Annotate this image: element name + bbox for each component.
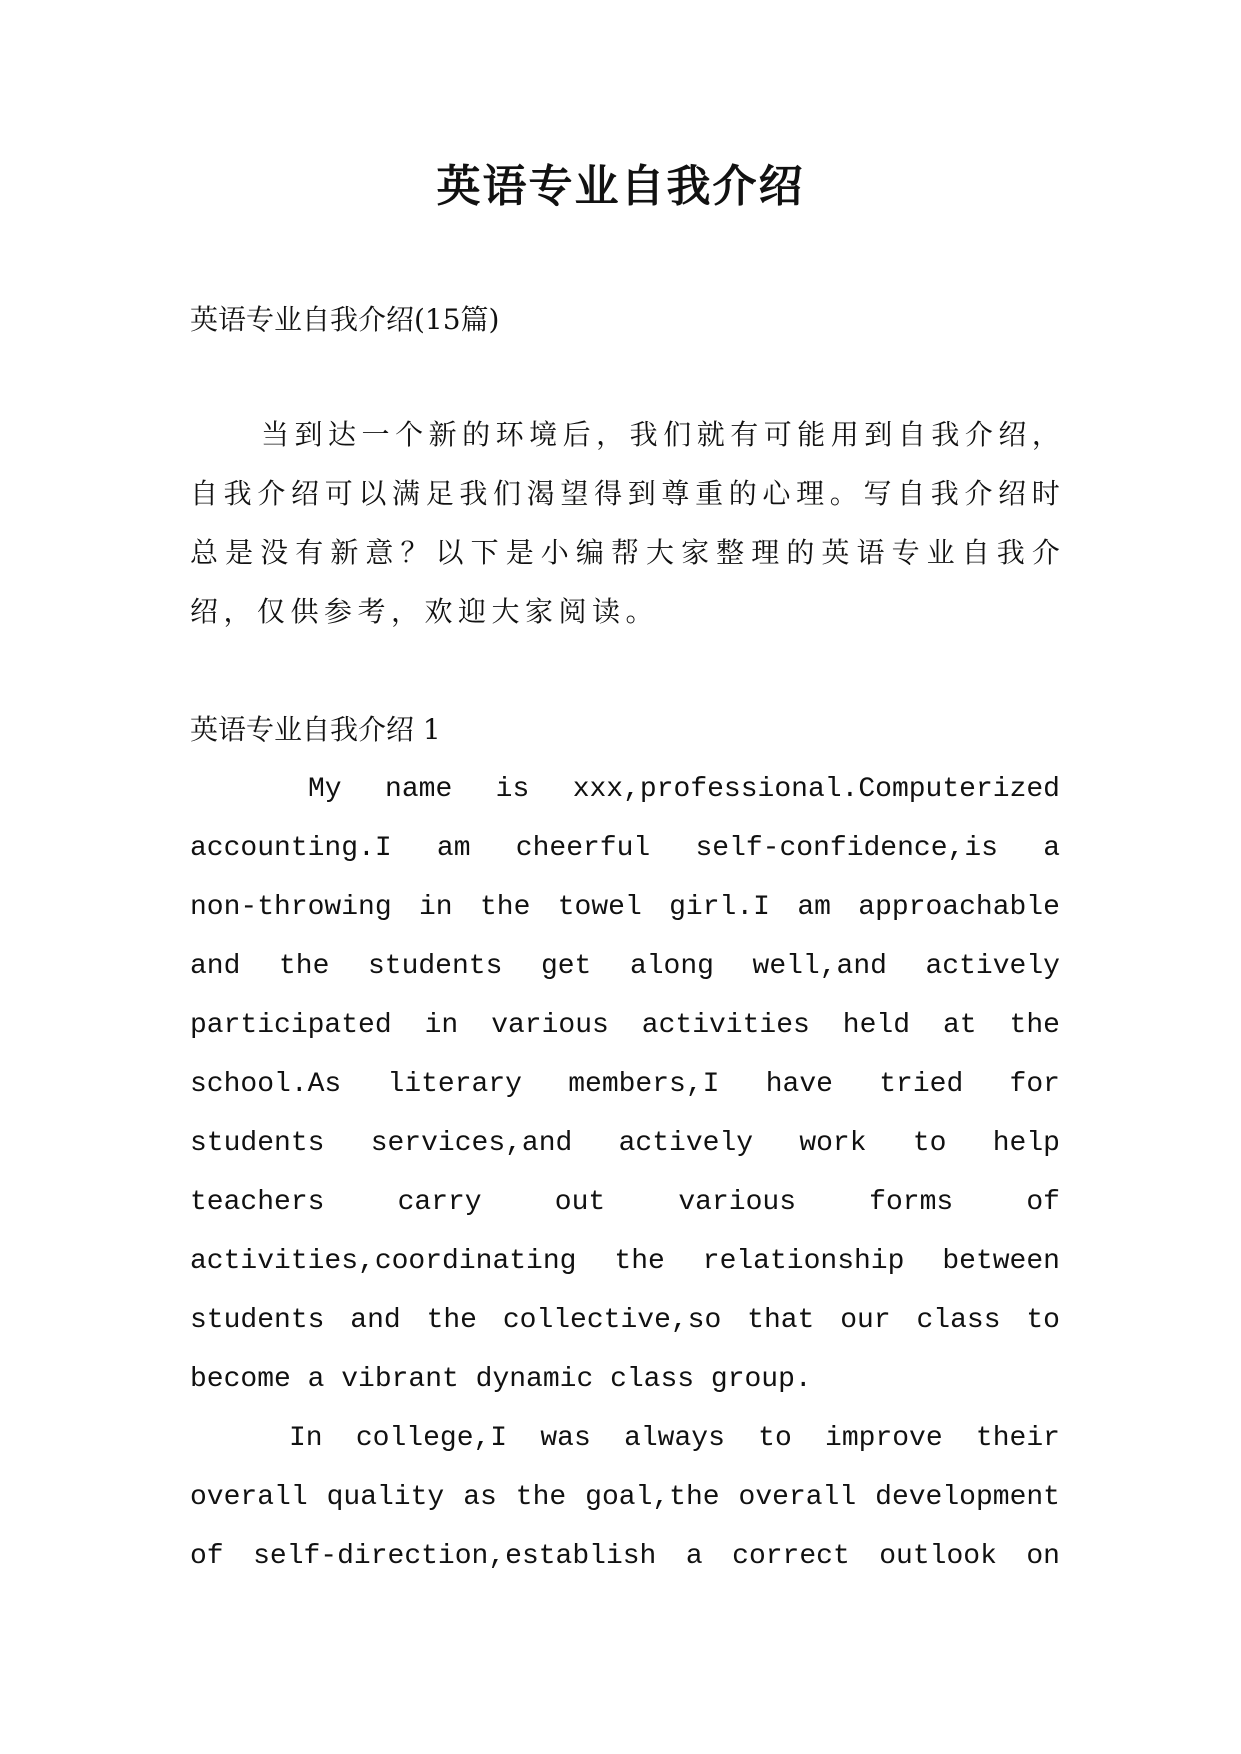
text-line: and the students get along well,and actively xyxy=(190,951,1060,982)
text-line: become a vibrant dynamic class group. xyxy=(190,1364,812,1395)
text-line: In college,I was always to improve their xyxy=(289,1423,1060,1454)
text-line: My name is xxx,professional.Computerized xyxy=(308,774,1060,805)
text-line: 总 是 没 有 新 意 ？ 以 下 是 小 编 帮 大 家 整 理 的 英 语 专 业 自 我 介 xyxy=(190,536,1060,569)
text-line: overall quality as the goal,the overall development xyxy=(190,1482,1060,1513)
text-line: 自 我 介 绍 可 以 满 足 我 们 渴 望 得 到 尊 重 的 心 理 。 写 自 我 介 绍 时 xyxy=(190,477,1060,510)
paragraph-2 xyxy=(190,1409,1060,1586)
text-line: accounting.I am cheerful self-confidence,is a xyxy=(190,833,1060,864)
text-line: of self-direction,establish a correct outlook on xyxy=(190,1541,1060,1572)
intro-paragraph xyxy=(190,405,1060,641)
document-title: 英语专业自我介绍 xyxy=(436,161,805,212)
section-heading-text: 英语专业自我介绍 1 xyxy=(190,713,441,746)
paragraph-1 xyxy=(190,760,1060,1409)
text-line: 绍，仅供参考，欢迎大家阅读。 xyxy=(190,595,660,628)
section-heading xyxy=(190,700,1060,759)
text-line: school.As literary members,I have tried for xyxy=(190,1069,1060,1100)
text-line: activities,coordinating the relationship between xyxy=(190,1246,1060,1277)
document-subtitle xyxy=(190,290,1060,349)
text-line: participated in various activities held at the xyxy=(190,1010,1060,1041)
text-line: non-throwing in the towel girl.I am approachable xyxy=(190,892,1060,923)
text-line: teachers carry out various forms of xyxy=(190,1187,1060,1218)
text-line: students and the collective,so that our class to xyxy=(190,1305,1060,1336)
subtitle-text: 英语专业自我介绍(15篇) xyxy=(190,303,500,336)
text-line: 当 到 达 一 个 新 的 环 境 后 ， 我 们 就 有 可 能 用 到 自 我 介 绍 ， xyxy=(261,418,1060,451)
text-line: students services,and actively work to help xyxy=(190,1128,1060,1159)
